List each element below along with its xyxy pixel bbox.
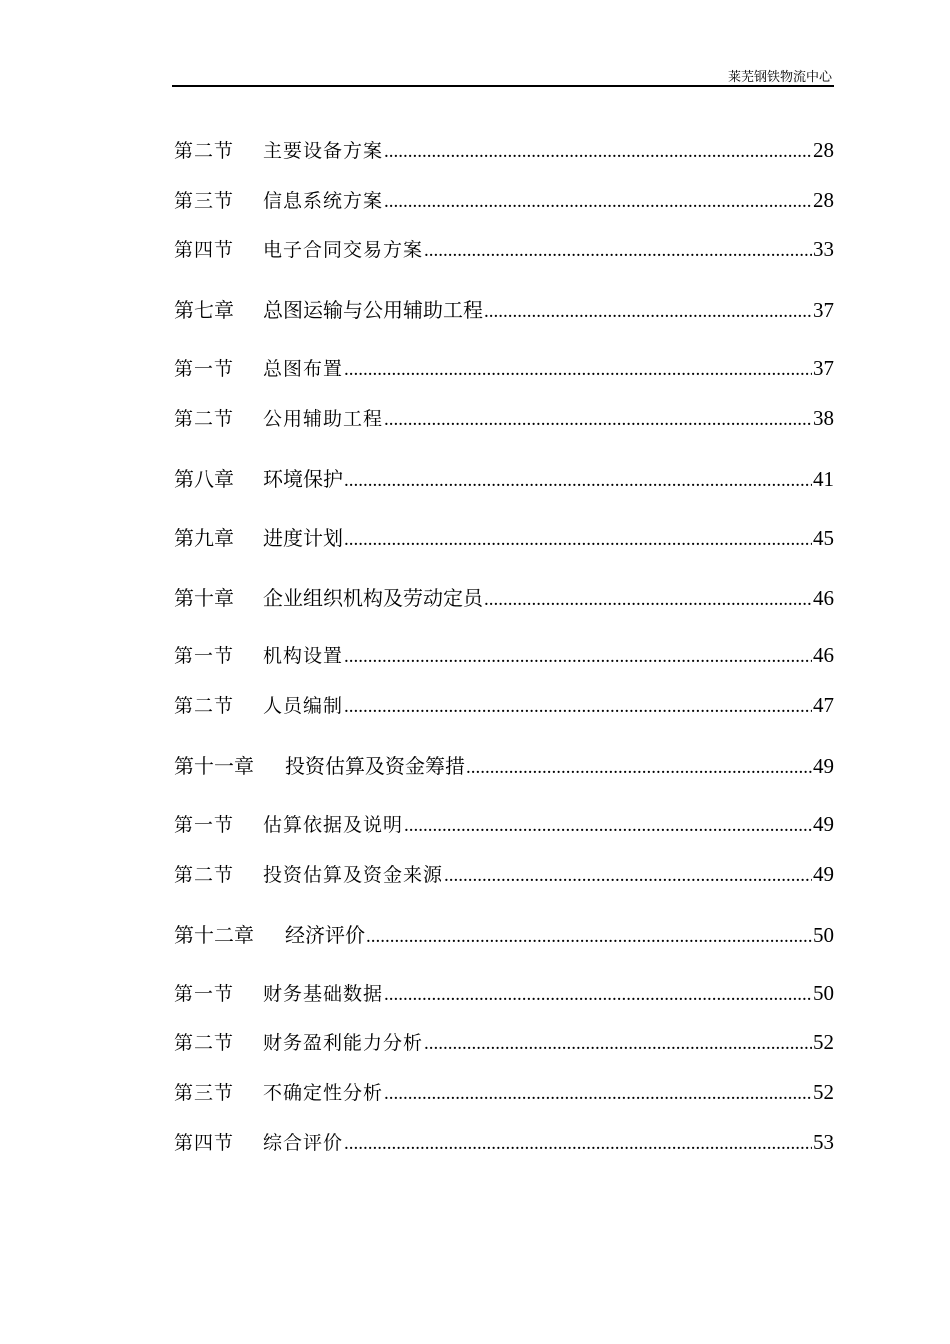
toc-entry-number: 第四节 xyxy=(174,239,235,261)
toc-entry-number: 第十章 xyxy=(174,586,234,610)
toc-entry-title: 信息系统方案 xyxy=(263,190,384,212)
toc-chapter-entry[interactable] xyxy=(174,750,834,779)
toc-entry-number: 第二节 xyxy=(174,695,235,717)
toc-chapter-entry[interactable] xyxy=(174,463,834,492)
toc-entry[interactable] xyxy=(174,136,834,163)
toc-dot-leader xyxy=(344,526,812,551)
toc-entry-page: 37 xyxy=(813,356,834,380)
toc-entry-title: 投资估算及资金来源 xyxy=(263,864,444,886)
toc-entry[interactable] xyxy=(174,1028,834,1055)
toc-entry-page: 37 xyxy=(813,298,834,322)
toc-entry-title: 进度计划 xyxy=(263,526,343,550)
table-of-contents xyxy=(174,0,834,1344)
toc-entry-title: 人员编制 xyxy=(263,695,344,717)
toc-entry[interactable] xyxy=(174,404,834,431)
toc-entry[interactable] xyxy=(174,186,834,213)
toc-dot-leader xyxy=(384,190,812,213)
toc-dot-leader xyxy=(344,467,812,492)
toc-entry-number: 第三节 xyxy=(174,190,235,212)
toc-entry-title: 估算依据及说明 xyxy=(263,814,404,836)
toc-entry-number: 第一节 xyxy=(174,814,235,836)
toc-entry-title: 总图布置 xyxy=(263,358,344,380)
toc-dot-leader xyxy=(384,1082,812,1105)
toc-entry-title: 财务盈利能力分析 xyxy=(263,1032,424,1054)
toc-entry-title: 综合评价 xyxy=(263,1132,344,1154)
toc-entry-page: 33 xyxy=(813,237,834,261)
toc-entry-page: 45 xyxy=(813,526,834,550)
toc-entry-number: 第二节 xyxy=(174,864,235,886)
toc-entry-title: 投资估算及资金筹措 xyxy=(285,754,465,778)
toc-dot-leader xyxy=(344,645,812,668)
toc-entry-number: 第九章 xyxy=(174,526,234,550)
toc-entry-number: 第十一章 xyxy=(174,754,254,778)
toc-dot-leader xyxy=(344,1132,812,1155)
toc-entry[interactable] xyxy=(174,691,834,718)
toc-entry[interactable] xyxy=(174,354,834,381)
toc-entry-title: 主要设备方案 xyxy=(263,140,384,162)
toc-entry-page: 28 xyxy=(813,188,834,212)
toc-entry-number: 第二节 xyxy=(174,1032,235,1054)
toc-chapter-entry[interactable] xyxy=(174,294,834,323)
toc-dot-leader xyxy=(384,408,812,431)
toc-entry-number: 第一节 xyxy=(174,983,235,1005)
toc-entry[interactable] xyxy=(174,810,834,837)
toc-dot-leader xyxy=(344,695,812,718)
toc-dot-leader xyxy=(444,864,812,887)
toc-entry-number: 第三节 xyxy=(174,1082,235,1104)
toc-dot-leader xyxy=(424,239,812,262)
toc-entry-number: 第一节 xyxy=(174,358,235,380)
toc-entry-title: 总图运输与公用辅助工程 xyxy=(263,298,483,322)
toc-entry-page: 46 xyxy=(813,586,834,610)
toc-dot-leader xyxy=(466,754,812,779)
toc-dot-leader xyxy=(366,923,812,948)
toc-entry-title: 公用辅助工程 xyxy=(263,408,384,430)
toc-dot-leader xyxy=(484,298,812,323)
toc-entry-page: 46 xyxy=(813,643,834,667)
page-header-title: 莱芜钢铁物流中心 xyxy=(727,70,832,85)
toc-dot-leader xyxy=(384,140,812,163)
toc-entry-page: 52 xyxy=(813,1030,834,1054)
toc-entry-title: 机构设置 xyxy=(263,645,344,667)
toc-entry-number: 第二节 xyxy=(174,140,235,162)
toc-entry-title: 财务基础数据 xyxy=(263,983,384,1005)
toc-entry-page: 38 xyxy=(813,406,834,430)
toc-entry-page: 50 xyxy=(813,923,834,947)
toc-chapter-entry[interactable] xyxy=(174,919,834,948)
toc-dot-leader xyxy=(384,983,812,1006)
toc-entry-title: 不确定性分析 xyxy=(263,1082,384,1104)
toc-entry[interactable] xyxy=(174,641,834,668)
toc-entry-page: 49 xyxy=(813,862,834,886)
toc-entry[interactable] xyxy=(174,1078,834,1105)
toc-entry-page: 41 xyxy=(813,467,834,491)
toc-entry-page: 49 xyxy=(813,812,834,836)
toc-entry-page: 52 xyxy=(813,1080,834,1104)
toc-chapter-entry[interactable] xyxy=(174,522,834,551)
toc-entry[interactable] xyxy=(174,1128,834,1155)
toc-entry-title: 企业组织机构及劳动定员 xyxy=(263,586,483,610)
toc-entry[interactable] xyxy=(174,235,834,262)
toc-entry-title: 环境保护 xyxy=(263,467,343,491)
toc-entry-number: 第十二章 xyxy=(174,923,254,947)
toc-chapter-entry[interactable] xyxy=(174,582,834,611)
toc-dot-leader xyxy=(344,358,812,381)
toc-entry-page: 49 xyxy=(813,754,834,778)
toc-dot-leader xyxy=(484,586,812,611)
toc-entry-title: 经济评价 xyxy=(285,923,365,947)
toc-dot-leader xyxy=(424,1032,812,1055)
toc-entry-number: 第四节 xyxy=(174,1132,235,1154)
toc-entry-number: 第七章 xyxy=(174,298,234,322)
toc-entry-title: 电子合同交易方案 xyxy=(263,239,424,261)
toc-entry-page: 53 xyxy=(813,1130,834,1154)
toc-entry-page: 28 xyxy=(813,138,834,162)
toc-entry-number: 第二节 xyxy=(174,408,235,430)
toc-entry[interactable] xyxy=(174,979,834,1006)
toc-entry-page: 50 xyxy=(813,981,834,1005)
toc-dot-leader xyxy=(404,814,812,837)
toc-entry-number: 第八章 xyxy=(174,467,234,491)
toc-entry-number: 第一节 xyxy=(174,645,235,667)
toc-entry-page: 47 xyxy=(813,693,834,717)
toc-entry[interactable] xyxy=(174,860,834,887)
